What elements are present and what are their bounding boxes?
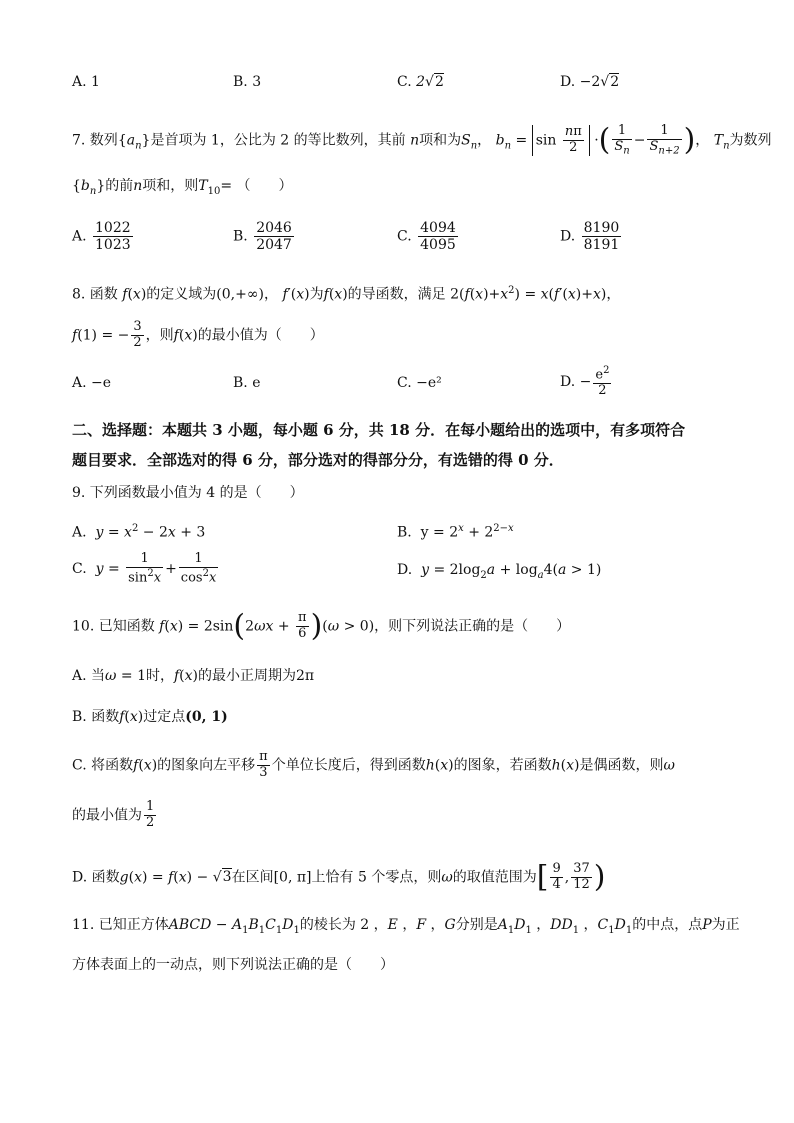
q9-option-c[interactable]: C. y = $\frac{1}{\sin^2x}$ + $\frac{1}{\cos^2x}$	[72, 551, 217, 586]
q8-stem-line2: f(1) = − $\frac{3}{2}$ ，则f(x)的最小值为（ ）	[72, 319, 324, 350]
q10-option-c-line2: 的最小值为 $\frac{1}{2}$	[72, 799, 155, 830]
q10-option-b[interactable]: B. 函数f(x)过定点(0, 1)	[72, 709, 228, 725]
q7-stem-line1: 7. 数列$\{a_n\}$是首项为 1，公比为 2 的等比数列，其前 n项和为$S_n$， $b_n = \sin$ $\frac{n\pi}{2}$ ·( $\frac{1}{S_n}$ − $\frac{1}{S_{n+2}}$ )， $T_n$为数列	[72, 122, 772, 158]
q11-stem-line2: 方体表面上的一动点，则下列说法正确的是（ ）	[72, 957, 394, 973]
q7-option-d[interactable]: D. $\frac{8190}{8191}$	[560, 220, 620, 254]
q7-option-c[interactable]: C. $\frac{4094}{4095}$	[397, 220, 456, 254]
q10-stem: 10. 已知函数 f(x) = 2sin(2ωx + $\frac{\pi}{6}$ )(ω > 0)，则下列说法正确的是（ ）	[72, 608, 571, 644]
q9-stem: 9. 下列函数最小值为 4 的是（ ）	[72, 485, 304, 501]
q6-option-d[interactable]: D. −2√2	[560, 74, 620, 90]
q9-option-d[interactable]: D. $y = 2\log_2a + \log_a4(a > 1)$	[397, 562, 602, 581]
section2-heading-line1: 二、选择题：本题共 3 小题，每小题 6 分，共 18 分．在每小题给出的选项中，有多项符合	[72, 421, 686, 439]
q8-option-c[interactable]: C. −e²	[397, 375, 442, 391]
q7-option-b[interactable]: B. $\frac{2046}{2047}$	[233, 220, 292, 254]
q8-option-b[interactable]: B. e	[233, 375, 261, 391]
q7-option-a[interactable]: A. $\frac{1022}{1023}$	[72, 220, 131, 254]
q8-option-a[interactable]: A. −e	[72, 375, 112, 391]
q8-stem-line1: 8. 函数 f(x)的定义域为(0,+∞)， f′(x)为f(x)的导函数，满足 $2(f(x)+x^2) = x(f'(x)+x)$，	[72, 285, 621, 303]
section2-heading-line2: 题目要求．全部选对的得 6 分，部分选对的得部分分，有选错的得 0 分．	[72, 451, 564, 469]
q8-option-d[interactable]: D. − $\frac{e^2}{2}$	[560, 365, 610, 399]
q6-option-a[interactable]: A. 1	[72, 74, 100, 90]
q10-option-c-line1[interactable]: C. 将函数f(x)的图象向左平移 $\frac{\pi}{3}$ 个单位长度后，得到函数h(x)的图象，若函数h(x)是偶函数，则ω	[72, 749, 675, 780]
q10-option-d[interactable]: D. 函数g(x) = f(x) − √3在区间[0, π]上恰有 5 个零点，则ω的取值范围为[ $\frac{9}{4}$ , $\frac{37}{12}$ )	[72, 859, 606, 895]
q7-stem-line2: $\{b_n\}$的前n项和，则$T_{10}=$ （ ）	[72, 178, 293, 197]
q6-option-b[interactable]: B. 3	[233, 74, 262, 90]
q10-option-a[interactable]: A. 当ω = 1时，f(x)的最小正周期为2π	[72, 668, 315, 684]
q9-option-a[interactable]: A. $y = x^2 - 2x + 3$	[72, 523, 206, 541]
q11-stem-line1: 11. 已知正方体ABCD − $A_1B_1C_1D_1$的棱长为 2 ，E ，F ，G分别是$A_1D_1$ ，$DD_1$ ，$C_1D_1$的中点，点P为正	[72, 917, 740, 936]
q9-option-b[interactable]: B. $y = 2^x + 2^{2-x}$	[397, 523, 514, 541]
q6-option-c[interactable]: C. 2√2	[397, 74, 444, 90]
